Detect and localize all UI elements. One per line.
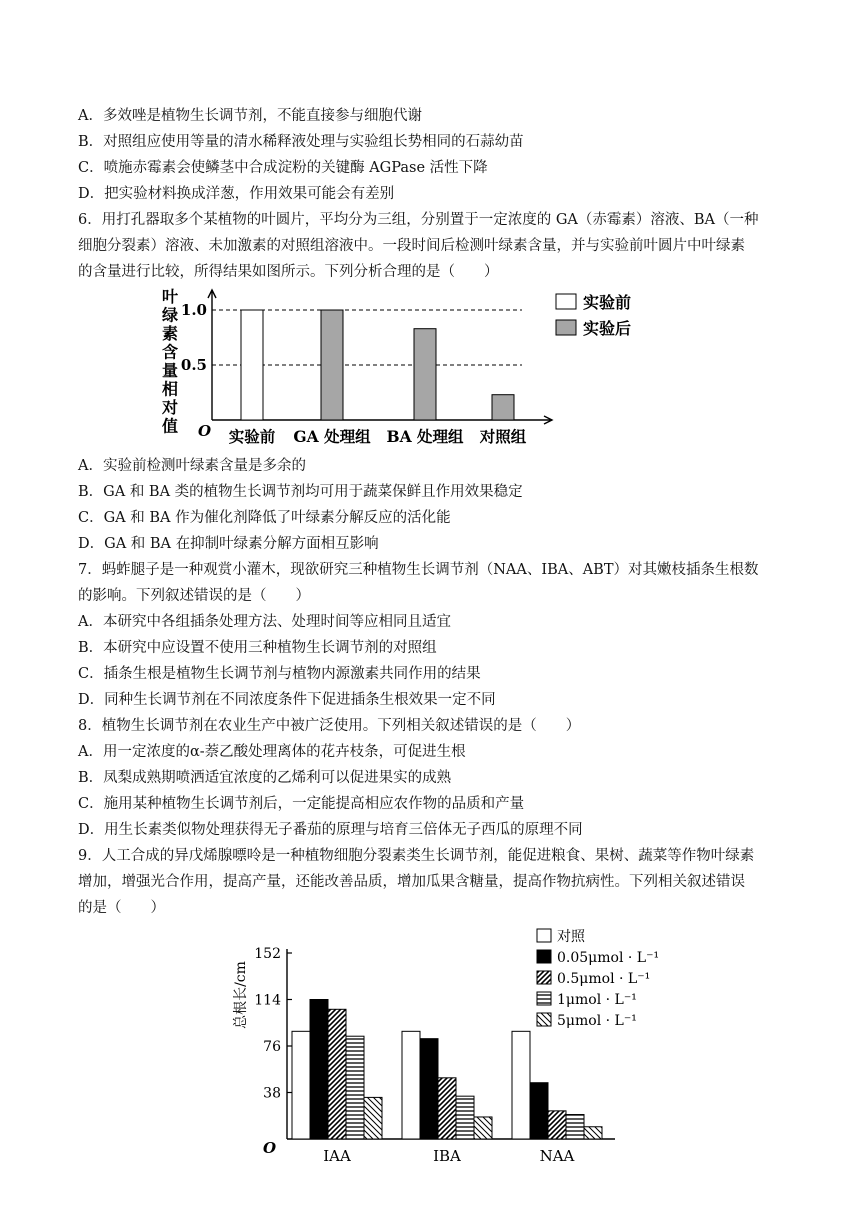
bar-IBA-3 bbox=[438, 1078, 456, 1139]
q9-stem-line-3: 的是（ ） bbox=[78, 900, 165, 916]
legend-label: 对照 bbox=[557, 929, 585, 945]
chlorophyll-bar-chart bbox=[150, 284, 670, 454]
q6-option-a: A．实验前检测叶绿素含量是多余的 bbox=[78, 458, 306, 474]
bar-IBA-4 bbox=[456, 1096, 474, 1139]
q8-option-b: B．凤梨成熟期喷洒适宜浓度的乙烯利可以促进果实的成熟 bbox=[78, 770, 452, 786]
bar-NAA-5 bbox=[584, 1127, 602, 1139]
x-tick-label: 对照组 bbox=[479, 427, 527, 446]
q7-stem-line-1: 7．蚂蚱腿子是一种观赏小灌木，现欲研究三种植物生长调节剂（NAA、IBA、ABT）对其嫩枝插条生根数 bbox=[78, 562, 759, 578]
legend-label: 0.05μmol · L⁻¹ bbox=[557, 950, 660, 966]
legend-swatch bbox=[537, 971, 551, 984]
y-axis-label-char: 含 bbox=[161, 342, 179, 362]
q7-option-c: C．插条生根是植物生长调节剂与植物内源激素共同作用的结果 bbox=[78, 666, 481, 682]
bar-IAA-2 bbox=[310, 1000, 328, 1140]
bar-IAA-1 bbox=[292, 1031, 310, 1139]
bar-3 bbox=[414, 329, 436, 420]
x-tick-label: BA 处理组 bbox=[386, 427, 464, 446]
legend-label: 0.5μmol · L⁻¹ bbox=[557, 971, 651, 987]
q6-option-c: C．GA 和 BA 作为催化剂降低了叶绿素分解反应的活化能 bbox=[78, 510, 451, 526]
legend-swatch bbox=[556, 294, 576, 309]
bar-NAA-3 bbox=[548, 1111, 566, 1139]
y-tick-label: 76 bbox=[263, 1039, 281, 1055]
legend-swatch bbox=[556, 320, 576, 335]
q5-option-b: B．对照组应使用等量的清水稀释液处理与实验组长势相同的石蒜幼苗 bbox=[78, 134, 524, 150]
bar-2 bbox=[321, 310, 343, 420]
q6-stem-line-1: 6．用打孔器取多个某植物的叶圆片，平均分为三组，分别置于一定浓度的 GA（赤霉素）溶液、BA（一种 bbox=[78, 212, 759, 228]
bar-IBA-2 bbox=[420, 1039, 438, 1139]
q7-option-d: D．同种生长调节剂在不同浓度条件下促进插条生根效果一定不同 bbox=[78, 692, 496, 708]
q7-option-a: A．本研究中各组插条处理方法、处理时间等应相同且适宜 bbox=[78, 614, 451, 630]
bar-IAA-4 bbox=[346, 1036, 364, 1139]
q8-option-c: C．施用某种植物生长调节剂后，一定能提高相应农作物的品质和产量 bbox=[78, 796, 525, 812]
x-tick-label: 实验前 bbox=[228, 427, 276, 446]
x-tick-label: GA 处理组 bbox=[293, 427, 371, 446]
q7-stem-line-2: 的影响。下列叙述错误的是（ ） bbox=[78, 588, 310, 604]
origin-label: O bbox=[198, 422, 212, 440]
legend-label: 5μmol · L⁻¹ bbox=[557, 1013, 637, 1029]
root-length-bar-chart bbox=[225, 925, 675, 1165]
q9-stem-line-2: 增加，增强光合作用，提高产量，还能改善品质，增加瓜果含糖量，提高作物抗病性。下列相关叙述错误 bbox=[78, 874, 745, 890]
legend-swatch bbox=[537, 929, 551, 942]
q5-option-c: C．喷施赤霉素会使鳞茎中合成淀粉的关键酶 AGPase 活性下降 bbox=[78, 160, 488, 176]
q8-option-a: A．用一定浓度的α-萘乙酸处理离体的花卉枝条，可促进生根 bbox=[78, 744, 466, 760]
y-axis-label-char: 绿 bbox=[161, 305, 179, 325]
legend-swatch bbox=[537, 1013, 551, 1026]
bar-NAA-2 bbox=[530, 1083, 548, 1139]
y-tick-label: 1.0 bbox=[180, 301, 207, 319]
legend-label: 1μmol · L⁻¹ bbox=[557, 992, 637, 1008]
bar-1 bbox=[241, 310, 263, 420]
q9-stem-line-1: 9．人工合成的异戊烯腺嘌呤是一种植物细胞分裂素类生长调节剂，能促进粮食、果树、蔬菜等作物叶绿素 bbox=[78, 848, 755, 864]
legend-swatch bbox=[537, 992, 551, 1005]
q5-option-a: A．多效唑是植物生长调节剂，不能直接参与细胞代谢 bbox=[78, 108, 422, 124]
q8-option-d: D．用生长素类似物处理获得无子番茄的原理与培育三倍体无子西瓜的原理不同 bbox=[78, 822, 583, 838]
y-axis-label: 总根长/cm bbox=[233, 961, 249, 1029]
legend-label: 实验前 bbox=[583, 293, 632, 312]
legend-swatch bbox=[537, 950, 551, 963]
bar-IAA-5 bbox=[364, 1097, 382, 1139]
bar-NAA-4 bbox=[566, 1115, 584, 1139]
y-axis-label-char: 素 bbox=[161, 324, 179, 343]
bar-4 bbox=[492, 395, 514, 420]
y-tick-label: 38 bbox=[263, 1085, 281, 1102]
y-tick-label: 114 bbox=[254, 992, 281, 1009]
q6-stem-line-3: 的含量进行比较，所得结果如图所示。下列分析合理的是（ ） bbox=[78, 264, 499, 280]
q6-stem-line-2: 细胞分裂素）溶液、未加激素的对照组溶液中。一段时间后检测叶绿素含量，并与实验前叶圆片中叶绿素 bbox=[78, 238, 745, 254]
legend-label: 实验后 bbox=[583, 319, 632, 338]
origin-label: O bbox=[263, 1139, 277, 1157]
bar-IAA-3 bbox=[328, 1009, 346, 1139]
x-tick-label: NAA bbox=[539, 1147, 575, 1165]
q8-stem-line-1: 8．植物生长调节剂在农业生产中被广泛使用。下列相关叙述错误的是（ ） bbox=[78, 718, 581, 734]
y-axis-label-char: 量 bbox=[161, 361, 179, 380]
bar-NAA-1 bbox=[512, 1031, 530, 1139]
y-axis-label-char: 对 bbox=[161, 398, 179, 417]
bar-IBA-5 bbox=[474, 1117, 492, 1139]
y-axis-label-char: 叶 bbox=[161, 287, 179, 306]
q5-option-d: D．把实验材料换成洋葱，作用效果可能会有差别 bbox=[78, 186, 395, 202]
q6-option-d: D．GA 和 BA 在抑制叶绿素分解方面相互影响 bbox=[78, 536, 379, 552]
y-axis-label-char: 相 bbox=[161, 379, 179, 399]
y-axis-label-char: 值 bbox=[161, 416, 179, 436]
y-tick-label: 152 bbox=[254, 946, 281, 962]
bar-IBA-1 bbox=[402, 1031, 420, 1139]
q6-option-b: B．GA 和 BA 类的植物生长调节剂均可用于蔬菜保鲜且作用效果稳定 bbox=[78, 484, 523, 500]
y-tick-label: 0.5 bbox=[180, 356, 207, 374]
x-tick-label: IBA bbox=[433, 1147, 461, 1165]
x-tick-label: IAA bbox=[323, 1147, 351, 1165]
q7-option-b: B．本研究中应设置不使用三种植物生长调节剂的对照组 bbox=[78, 640, 437, 656]
